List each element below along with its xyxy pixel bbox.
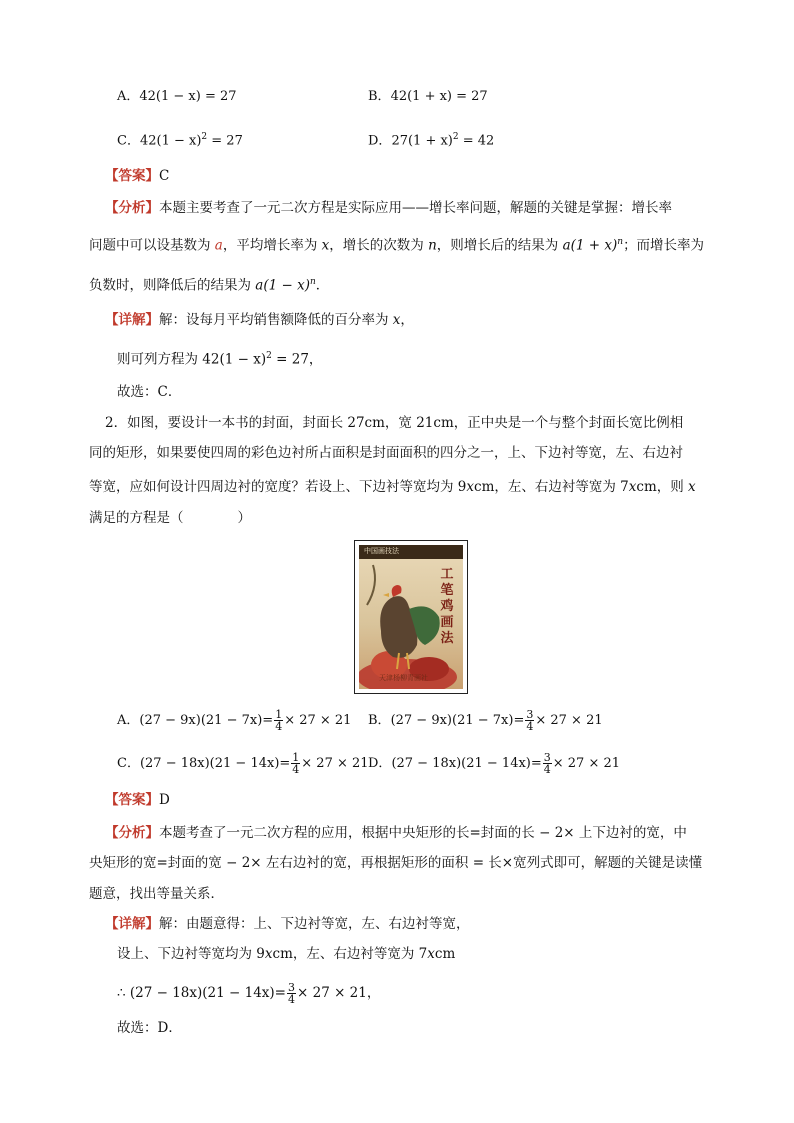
q1-answer: 【答案】C: [105, 168, 170, 184]
q2-answer: 【答案】D: [105, 792, 170, 808]
q2-detail-line2: 设上、下边衬等宽均为 9xcm，左、右边衬等宽为 7xcm: [117, 946, 456, 962]
q2-option-c: C．(27 − 18x)(21 − 14x)= $\frac{1}{4}$ × 27 × 21: [117, 751, 369, 776]
rooster-illustration: [359, 545, 463, 689]
book-title: 工笔鸡画法: [440, 567, 454, 646]
q1-option-a: A．42(1 − x) = 27: [117, 89, 237, 104]
q1-analysis-line1: 【分析】本题主要考查了一元二次方程是实际应用——增长率问题，解题的关键是掌握：增长率: [105, 200, 672, 216]
q1-analysis-line2: 问题中可以设基数为 a，平均增长率为 x，增长的次数为 n，则增长后的结果为 $a(1 + x)^n$；而增长率为: [89, 237, 705, 254]
book-series-label: 中国画技法: [364, 547, 399, 555]
book-cover: [359, 545, 463, 689]
q1-detail-line3: 故选：C．: [117, 384, 182, 400]
q2-option-a: A．(27 − 9x)(21 − 7x)= $\frac{1}{4}$ × 27 × 21: [117, 708, 352, 733]
q2-stem-line3: 等宽，应如何设计四周边衬的宽度？若设上、下边衬等宽均为 9xcm，左、右边衬等宽为 7xcm，则 x: [89, 479, 696, 495]
q1-option-b: B．42(1 + x) = 27: [368, 89, 488, 104]
q2-stem-line4: 满足的方程是（ ）: [89, 510, 251, 526]
q2-analysis-line2: 央矩形的宽=封面的宽 − 2× 左右边衬的宽，再根据矩形的面积 = 长×宽列式即可，解题的关键是读懂: [89, 855, 703, 871]
q1-option-d: D．$27(1 + x)^2 = 42$: [368, 132, 495, 149]
q1-option-c: C．$42(1 - x)^2 = 27$: [117, 132, 243, 149]
book-publisher: 天津杨柳青画社: [379, 674, 428, 682]
q2-option-b: B．(27 − 9x)(21 − 7x)= $\frac{3}{4}$ × 27 × 21: [368, 708, 603, 733]
q2-option-d: D．(27 − 18x)(21 − 14x)= $\frac{3}{4}$ × 27 × 21: [368, 751, 621, 776]
q2-detail-line3: ∴ (27 − 18x)(21 − 14x)= $\frac{3}{4}$ × 27 × 21，: [117, 981, 381, 1006]
q2-detail-line1: 【详解】解：由题意得：上、下边衬等宽，左、右边衬等宽，: [105, 916, 470, 932]
q2-analysis-line3: 题意，找出等量关系．: [89, 886, 224, 902]
q2-stem-line2: 同的矩形，如果要使四周的彩色边衬所占面积是封面面积的四分之一，上、下边衬等宽，左、右边衬: [89, 445, 683, 461]
q2-analysis-line1: 【分析】本题考查了一元二次方程的应用，根据中央矩形的长=封面的长 − 2× 上下边衬的宽，中: [105, 825, 687, 841]
q1-detail-line1: 【详解】解：设每月平均销售额降低的百分率为 x，: [105, 312, 414, 328]
book-cover-image: [354, 540, 468, 694]
q2-detail-line4: 故选：D．: [117, 1020, 182, 1036]
q1-analysis-line3: 负数时，则降低后的结果为 $a(1 - x)^n$．: [89, 277, 330, 294]
q2-stem-line1: 2．如图，要设计一本书的封面，封面长 27cm，宽 21cm，正中央是一个与整个封面长宽比例相: [105, 415, 684, 431]
q1-detail-line2: 则可列方程为 $42(1 - x)^2 = 27$，: [117, 351, 323, 368]
